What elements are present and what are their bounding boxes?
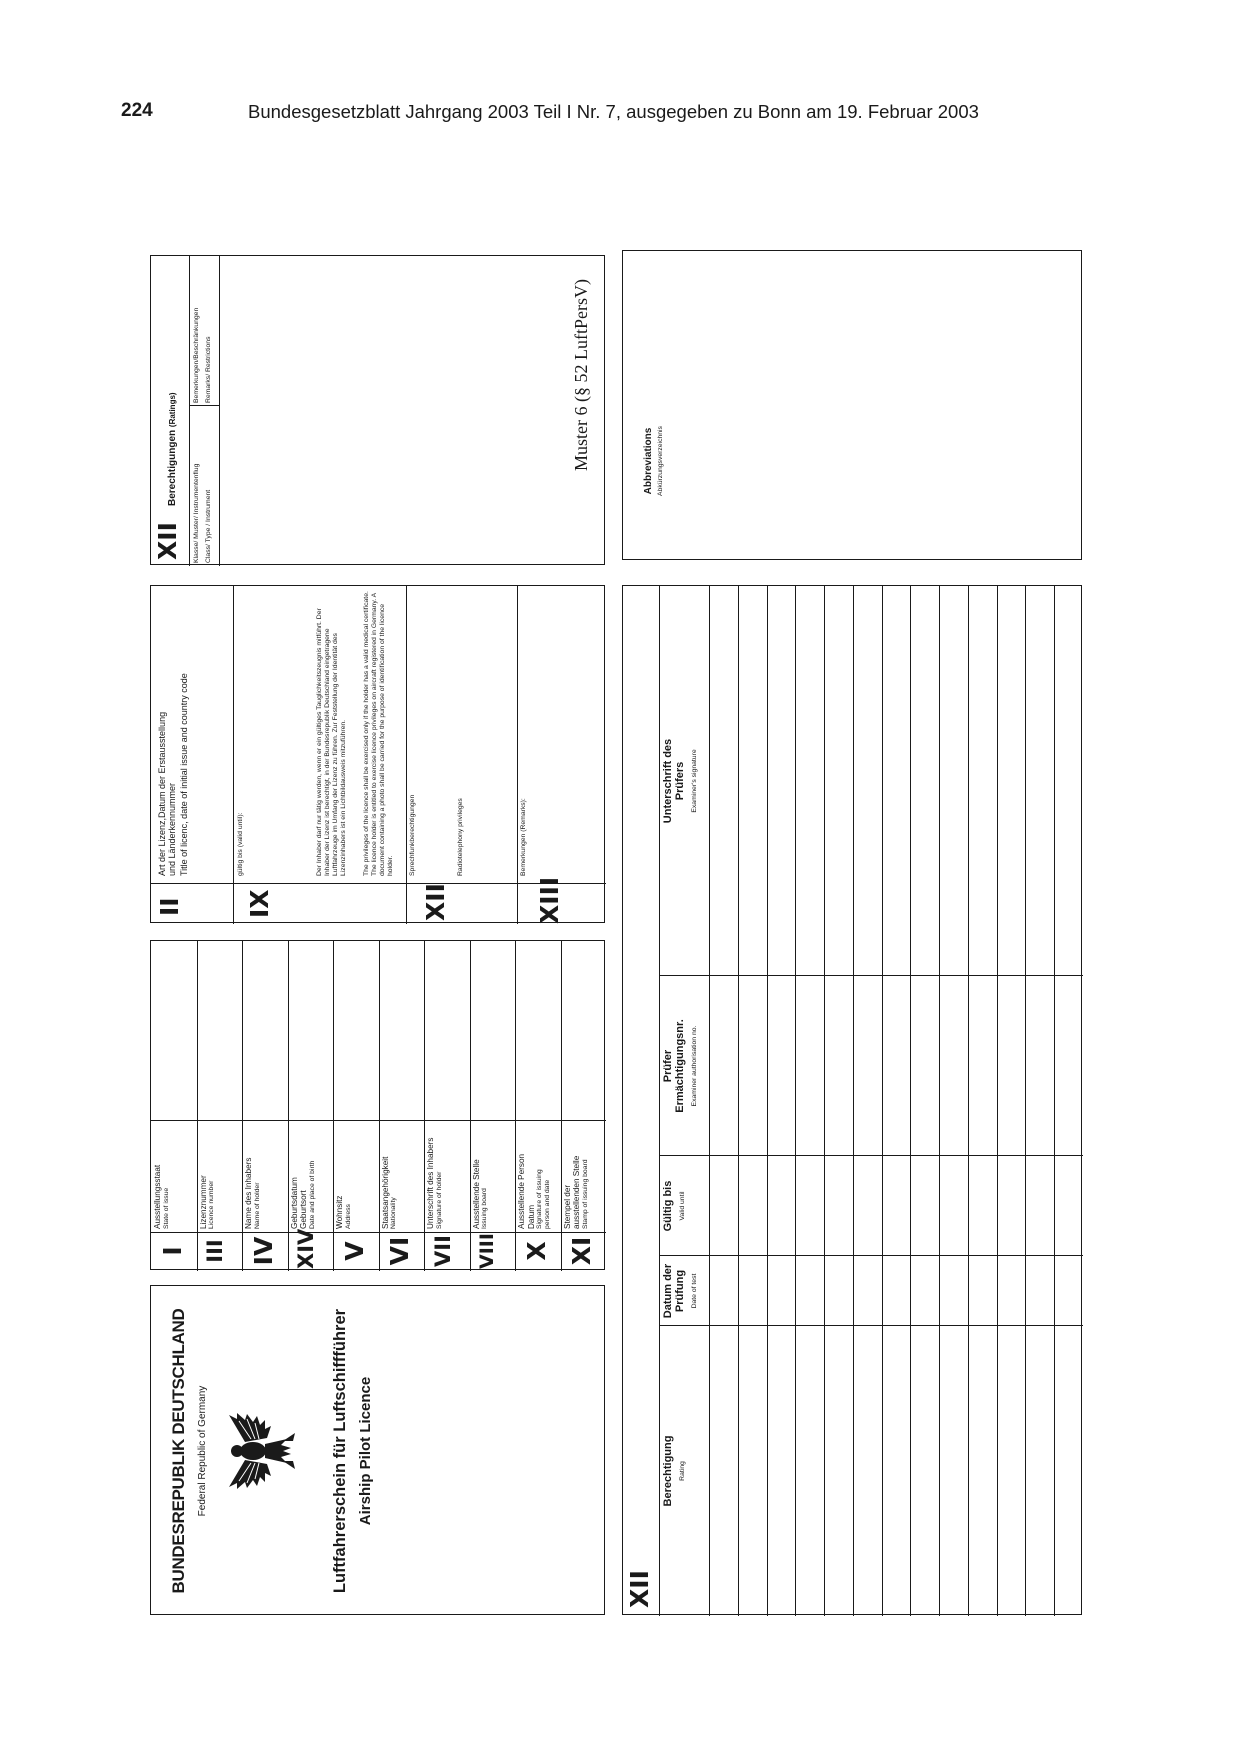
roman-xiv: XIV <box>294 1228 319 1269</box>
table-header-de: Prüfer Ermächtigungsnr. <box>662 1019 686 1113</box>
table-header-de: Unterschrift des Prüfers <box>662 738 686 824</box>
table-row[interactable] <box>738 586 767 1616</box>
field-label-en: Address <box>344 1204 352 1229</box>
licence-title-en: Airship Pilot Licence <box>357 1376 374 1526</box>
table-row[interactable] <box>968 586 997 1616</box>
field-ii-en: Title of licenc, date of initial issue and country code <box>179 673 189 876</box>
table-row[interactable] <box>997 586 1026 1616</box>
table-row[interactable] <box>882 586 911 1616</box>
cover-panel <box>150 1285 605 1615</box>
table-row[interactable] <box>767 586 796 1616</box>
field-label-de: Geburtsdatum Geburtsort <box>289 1177 309 1229</box>
field-ix-text-de: Der Inhaber darf nur tätig werden, wenn er ein gültiges Tauglichkeitszeugnis mitführt. Der Inhaber der Lizenz ist berechtigt, in der Bundesrepublik Deutschland eingetragene Luftfahrzeuge im Umfang der Lizenz zu führen. Zur Feststellung der Identität des Lizenzinhabers ist ein Lichtbildausweis mitzuführen. <box>316 608 348 876</box>
field-value-cell[interactable] <box>379 941 425 1120</box>
table-row[interactable] <box>1054 586 1083 1616</box>
roman-xi: XI <box>567 1236 597 1266</box>
field-value-cell[interactable] <box>333 941 379 1120</box>
ratings-col2-de: Bemerkungen/Beschränkungen <box>193 307 200 403</box>
roman-xii-table: XII <box>625 1570 654 1608</box>
table-header-en: Examiner's signature <box>691 749 698 813</box>
holder-fields-panel <box>150 940 605 1270</box>
gazette-title: Bundesgesetzblatt Jahrgang 2003 Teil I Nr. 7, ausgegeben zu Bonn am 19. Februar 2003 <box>248 101 979 122</box>
field-label-en: Name of holder <box>253 1182 261 1229</box>
field-ix-text-en: The privileges of the licence shall be exercised only if the holder has a valid medical certificate. The licence holder is entitled to exercise licence privileges on aircraft registered in Germany. A document containing a photo shall be carried for the purpose of identification of the licence holder. <box>363 591 395 876</box>
field-value-cell[interactable] <box>515 941 561 1120</box>
field-value-cell[interactable] <box>470 941 516 1120</box>
field-value-cell[interactable] <box>288 941 334 1120</box>
field-label-en: Date and place of birth <box>308 1160 316 1229</box>
ratings-title-de: Berechtigungen <box>167 429 178 506</box>
field-value-cell[interactable] <box>424 941 470 1120</box>
roman-ii: II <box>155 897 184 916</box>
table-row[interactable] <box>709 586 738 1616</box>
field-label-de: Unterschrift des Inhabers <box>426 1137 435 1229</box>
roman-v: V <box>339 1241 369 1261</box>
table-row[interactable] <box>853 586 882 1616</box>
abbreviations-panel <box>622 250 1082 560</box>
table-row[interactable] <box>939 586 968 1616</box>
muster-label: Muster 6 (§ 52 LuftPersV) <box>571 279 591 471</box>
field-xiii-label: Bemerkungen (Remarks): <box>520 798 527 876</box>
roman-x: X <box>521 1241 551 1261</box>
roman-vi: VI <box>385 1236 415 1266</box>
field-label-en: Signature of holder <box>435 1171 443 1229</box>
roman-xii-ratings: XII <box>153 522 182 560</box>
ratings-title-en: (Ratings) <box>168 392 177 428</box>
table-header-de: Datum der Prüfung <box>662 1263 686 1319</box>
table-row[interactable] <box>910 586 939 1616</box>
ratings-col1-en: Class/ Type / Instrument <box>205 489 212 563</box>
table-header-en: Examiner authorisation no. <box>691 1025 698 1107</box>
roman-ix: IX <box>245 889 274 918</box>
roman-xii-mid: XII <box>421 883 450 921</box>
table-header-en: Rating <box>679 1461 686 1481</box>
field-value-cell[interactable] <box>561 941 607 1120</box>
field-label-de: Ausstellungsstaat <box>153 1164 162 1229</box>
field-value-cell[interactable] <box>197 941 243 1120</box>
field-label-de: Ausstellende Stelle <box>471 1159 481 1229</box>
field-label-de: Wohnsitz <box>335 1195 344 1229</box>
roman-i: I <box>157 1246 187 1256</box>
field-xii-de: Sprechfunkberechtigungen <box>409 794 416 876</box>
field-xii-en: Radiotelephony privileges <box>457 798 464 876</box>
roman-xiii: XIII <box>535 876 564 924</box>
field-ii-de: Art der Lizenz,Datum der Erstausstellung und Länderkennummer <box>157 711 178 876</box>
table-header-en: Date of test <box>691 1273 698 1309</box>
page-number: 224 <box>121 100 153 121</box>
ratings-title <box>167 392 178 506</box>
table-header-en: Valid until <box>679 1191 686 1221</box>
roman-vii: VII <box>430 1235 455 1267</box>
field-value-cell[interactable] <box>242 941 288 1120</box>
roman-viii: VIII <box>476 1233 499 1269</box>
field-label-en: Issuing board <box>481 1188 488 1229</box>
table-header-de: Gültig bis <box>662 1180 674 1232</box>
table-row[interactable] <box>1025 586 1054 1616</box>
field-label-de: Staatsangehörigkeit <box>380 1156 390 1229</box>
test-table-panel <box>622 585 1082 1615</box>
field-label-de: Name des Inhabers <box>244 1157 253 1229</box>
abbrev-title-en: Abbreviations <box>643 427 654 495</box>
field-label-de: Stempel der ausstellenden Stelle <box>562 1155 582 1229</box>
roman-iii: III <box>203 1239 228 1263</box>
table-row[interactable] <box>795 586 824 1616</box>
country-title: BUNDESREPUBLIK DEUTSCHLAND <box>169 1308 188 1594</box>
table-header-de: Berechtigung <box>662 1435 674 1507</box>
field-value-cell[interactable] <box>151 941 197 1120</box>
ratings-panel <box>150 255 605 565</box>
field-label-de: Lizenznummer <box>198 1175 208 1229</box>
ratings-col1-de: Klasse/ Muster/ Instrumentenflug <box>193 463 200 563</box>
table-row[interactable] <box>824 586 853 1616</box>
licence-info-panel <box>150 585 605 923</box>
country-subtitle: Federal Republic of Germany <box>197 1385 208 1517</box>
field-label-en: State of issue <box>162 1187 170 1229</box>
field-label-en: Nationality <box>390 1197 397 1229</box>
field-label-en: Signature of issuing person and date <box>536 1169 552 1229</box>
licence-title-de: Luftfahrerschein für Luftschiffführer <box>331 1308 349 1594</box>
abbrev-title-de: Abkürzungsverzeichnis <box>657 426 664 496</box>
ratings-col2-en: Remarks/ Restrictions <box>205 336 212 403</box>
roman-iv: IV <box>248 1236 278 1266</box>
field-label-en: Stamp of issuing board <box>581 1159 589 1229</box>
field-label-en: Licence number <box>208 1180 215 1229</box>
field-ix-valid: gültig bis (valid until): <box>237 812 244 876</box>
field-label-de: Ausstellende Person Datum <box>517 1153 536 1229</box>
federal-eagle-icon <box>223 1411 301 1491</box>
